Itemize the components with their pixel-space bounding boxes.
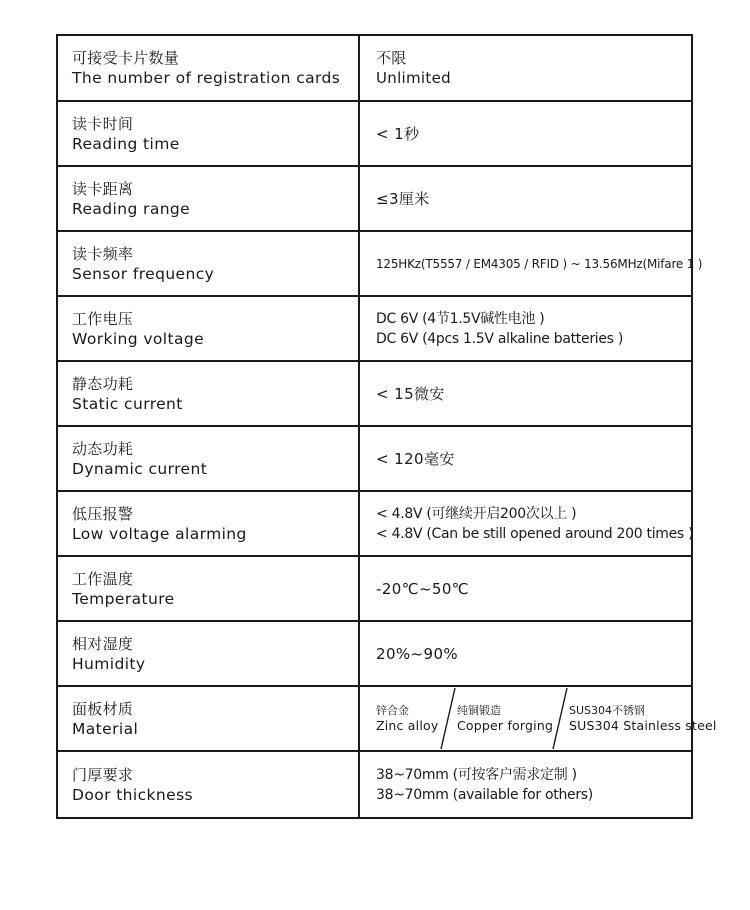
label-cell [57,231,359,296]
material-option [376,703,438,733]
spec-row-card-count [57,35,692,101]
label-cell [57,166,359,231]
spec-table [56,34,717,819]
label-cell [57,296,359,361]
label-cell [57,686,359,751]
value-cell [359,556,692,621]
value-cell [359,426,692,491]
value-line: < 1秒 [376,124,420,143]
spec-row-reading-time [57,101,692,166]
label-zh: 低压报警 [72,504,134,523]
value-cell [359,231,703,296]
value-line: 38~70mm (可按客户需求定制 ) [376,766,577,783]
label-zh: 读卡距离 [72,179,134,198]
label-zh: 面板材质 [72,699,134,718]
label-en: Working voltage [72,329,205,348]
value-line: DC 6V (4pcs 1.5V alkaline batteries ) [376,330,623,347]
spec-row-static-current [57,361,692,426]
label-zh: 动态功耗 [72,439,134,458]
material-option [569,703,717,733]
label-cell [57,361,359,426]
material-en: Copper forging [457,718,554,733]
value-line: < 4.8V (Can be still opened around 200 times ) [376,525,694,542]
label-en: Reading time [72,134,180,153]
material-options [360,687,717,750]
value-line: < 15微安 [376,384,445,403]
label-zh: 工作电压 [72,309,134,328]
value-line: -20℃~50℃ [376,579,470,598]
material-zh: SUS304不锈钢 [569,704,646,717]
material-zh: 纯铜锻造 [457,704,501,717]
value-cell [359,296,692,361]
value-line: ≤3厘米 [376,189,430,208]
material-en: Zinc alloy [376,718,439,733]
value-cell [359,686,717,751]
value-line: 20%~90% [376,644,459,663]
label-en: Dynamic current [72,459,208,478]
value-cell [359,101,692,166]
value-cell [359,491,692,556]
spec-row-working-voltage [57,296,692,361]
value-cell [359,35,692,101]
value-line: 不限 [376,49,407,67]
label-zh: 静态功耗 [72,374,134,393]
label-en: Material [72,719,139,738]
material-option [457,703,553,733]
divider-slash [438,687,458,750]
label-cell [57,35,359,101]
label-cell [57,426,359,491]
label-en: Humidity [72,654,146,673]
label-en: Low voltage alarming [72,524,247,543]
spec-row-door-thickness [57,751,692,818]
value-cell [359,621,692,686]
label-en: Reading range [72,199,191,218]
value-line: < 4.8V (可继续开启200次以上 ) [376,505,577,522]
label-cell [57,101,359,166]
divider-slash [550,687,570,750]
spec-row-sensor-frequency [57,231,692,296]
value-cell [359,361,692,426]
spec-row-reading-range [57,166,692,231]
label-cell [57,621,359,686]
spec-row-humidity [57,621,692,686]
value-line: 125HKz(T5557 / EM4305 / RFID ) ~ 13.56MHz(Mifare 1 ) [376,256,703,271]
value-cell [359,751,692,818]
spec-row-dynamic-current [57,426,692,491]
label-zh: 读卡时间 [72,114,134,133]
label-zh: 工作温度 [72,569,134,588]
label-en: Sensor frequency [72,264,215,283]
spec-row-low-voltage-alarm [57,491,692,556]
material-zh: 锌合金 [376,704,409,717]
value-line: < 120毫安 [376,449,455,468]
value-line: 38~70mm (available for others) [376,786,593,803]
label-cell [57,751,359,818]
material-en: SUS304 Stainless steel [569,718,717,733]
label-zh: 可接受卡片数量 [72,49,180,67]
label-en: Temperature [72,589,175,608]
value-line: DC 6V (4节1.5V碱性电池 ) [376,310,545,327]
label-en: The number of registration cards [72,69,341,87]
label-zh: 相对湿度 [72,634,134,653]
label-zh: 门厚要求 [72,765,134,784]
label-zh: 读卡频率 [72,244,134,263]
label-en: Static current [72,394,183,413]
spec-row-temperature [57,556,692,621]
label-en: Door thickness [72,785,194,804]
label-cell [57,491,359,556]
value-line: Unlimited [376,69,451,87]
value-cell [359,166,692,231]
spec-row-material [57,686,692,751]
label-cell [57,556,359,621]
